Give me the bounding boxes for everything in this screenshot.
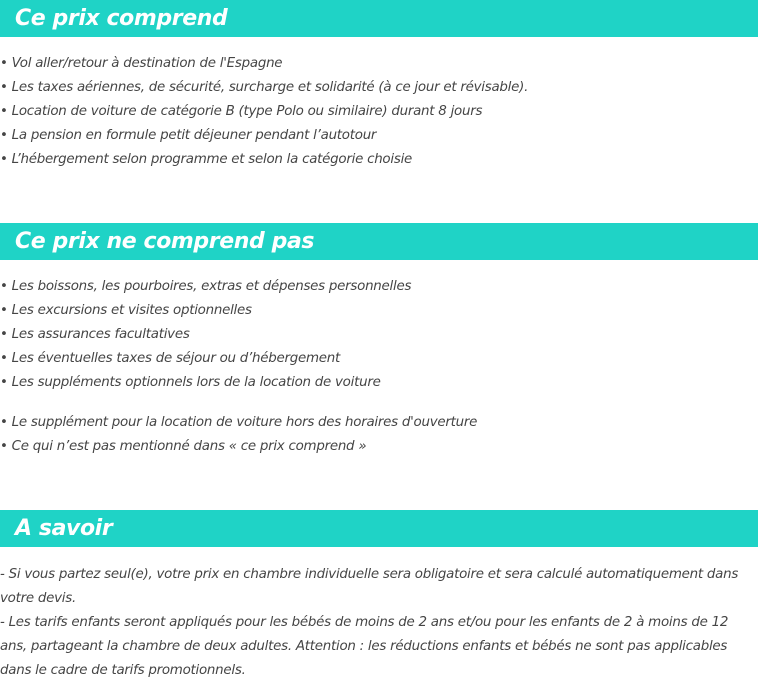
bullet-icon: • <box>0 56 8 71</box>
not-included-list <box>0 275 758 395</box>
bullet-icon: • <box>0 327 8 342</box>
bullet-icon: • <box>0 375 8 390</box>
bullet-icon: • <box>0 104 8 119</box>
bullet-icon: • <box>0 152 8 167</box>
list-item: • La pension en formule petit déjeuner pendant l’autotour <box>0 128 377 143</box>
bullet-icon: • <box>0 303 8 318</box>
bullet-icon: • <box>0 415 8 430</box>
list-item: • Les éventuelles taxes de séjour ou d’hébergement <box>0 351 341 366</box>
included-list <box>0 52 758 172</box>
list-item: • Les assurances facultatives <box>0 327 190 342</box>
list-item: • Ce qui n’est pas mentionné dans « ce prix comprend » <box>0 439 367 454</box>
bullet-icon: • <box>0 80 8 95</box>
info-paragraph-single-traveller: - Si vous partez seul(e), votre prix en chambre individuelle sera obligatoire et sera calculé automatiquement dans votre devis. <box>0 567 739 606</box>
bullet-icon: • <box>0 351 8 366</box>
section-header-included: Ce prix comprend <box>0 0 758 37</box>
list-item: • Location de voiture de catégorie B (type Polo ou similaire) durant 8 jours <box>0 104 483 119</box>
list-item: • Vol aller/retour à destination de l'Espagne <box>0 56 283 71</box>
section-header-good-to-know: A savoir <box>0 510 758 547</box>
section-header-not-included: Ce prix ne comprend pas <box>0 223 758 260</box>
list-item: • L’hébergement selon programme et selon la catégorie choisie <box>0 152 413 167</box>
list-item: • Les boissons, les pourboires, extras et dépenses personnelles <box>0 279 412 294</box>
list-item: • Le supplément pour la location de voiture hors des horaires d'ouverture <box>0 415 478 430</box>
bullet-icon: • <box>0 279 8 294</box>
bullet-icon: • <box>0 128 8 143</box>
list-item: • Les excursions et visites optionnelles <box>0 303 252 318</box>
not-included-extra-list <box>0 411 758 459</box>
list-item: • Les suppléments optionnels lors de la location de voiture <box>0 375 381 390</box>
bullet-icon: • <box>0 439 8 454</box>
info-paragraph-child-rates: - Les tarifs enfants seront appliqués pour les bébés de moins de 2 ans et/ou pour les enfants de 2 à moins de 12 ans, partageant la chambre de deux adultes. Attention : les réductions enfants et bébés ne sont pas applicables dans le cadre de tarifs promotionnels. <box>0 615 729 678</box>
list-item: • Les taxes aériennes, de sécurité, surcharge et solidarité (à ce jour et révisable). <box>0 80 529 95</box>
